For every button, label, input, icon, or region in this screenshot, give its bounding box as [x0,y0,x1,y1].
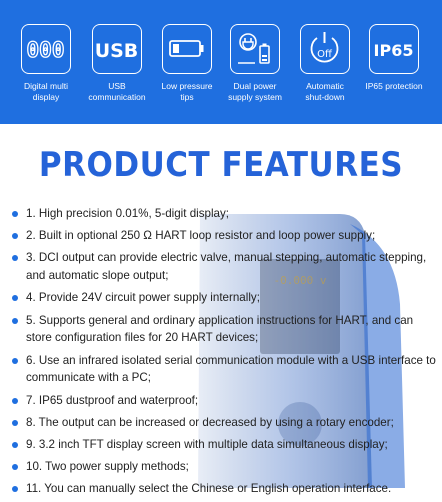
bullet-dot [12,486,18,492]
feature-item-2 [12,227,437,245]
ip65-icon-text: IP65 [373,41,414,60]
feature-usb [85,24,149,103]
dual-power-icon [230,24,280,74]
feature-dual-power [223,24,287,103]
feature-item-10 [12,458,437,476]
feature-text: 9. 3.2 inch TFT display screen with multiple data simultaneous display; [26,437,388,451]
feature-item-6 [12,352,437,388]
feature-list [12,205,437,502]
feature-item-4 [12,289,437,307]
dual-power-label: Dual power supply system [228,81,282,102]
feature-text: 2. Built in optional 250 Ω HART loop resistor and loop power supply; [26,229,376,243]
battery-icon [162,24,212,74]
usb-icon [92,24,142,74]
feature-text: 11. You can manually select the Chinese or English operation interface. [26,482,392,496]
bullet-dot [12,211,18,217]
ip65-label: IP65 protection [365,81,423,91]
feature-digital-display [14,24,78,103]
feature-item-1 [12,205,437,223]
feature-auto-shutdown [293,24,357,103]
feature-ip65 [362,24,426,92]
usb-icon-text: USB [94,40,139,62]
digital-display-label: Digital multi display [24,81,68,102]
digital-display-icon [21,24,71,74]
bullet-dot [12,358,18,364]
battery-label: Low pressure tips [161,81,213,102]
feature-item-11 [12,480,437,498]
bullet-dot [12,233,18,239]
feature-item-5 [12,312,437,348]
feature-item-7 [12,392,437,410]
bullet-dot [12,398,18,404]
power-off-icon [300,24,350,74]
bullet-dot [12,420,18,426]
bullet-dot [12,255,18,261]
feature-battery [155,24,219,103]
feature-item-9 [12,436,437,454]
bullet-dot [12,318,18,324]
feature-item-3 [12,249,437,285]
bullet-dot [12,442,18,448]
page-title: PRODUCT FEATURES [38,145,404,185]
bullet-dot [12,295,18,301]
digital-display-digits: 000 [26,38,65,62]
feature-text: 3. DCI output can provide electric valve, manual stepping, automatic stepping, and automatic slope output; [26,251,427,283]
feature-text: 6. Use an infrared isolated serial communication module with a USB interface to communicate with a PC; [26,353,436,385]
usb-label: USB communication [88,81,146,102]
feature-text: 4. Provide 24V circuit power supply internally; [26,291,260,305]
auto-shutdown-label: Automatic shut-down [305,81,345,102]
feature-text: 8. The output can be increased or decreased by using a rotary encoder; [26,415,394,429]
feature-text: 1. High precision 0.01%, 5-digit display; [26,207,229,220]
feature-text: 5. Supports general and ordinary application instructions for HART, and can store configuration files for 20 HART devices; [26,313,414,345]
device-screen-readout: -0.000 v [273,274,327,287]
power-off-text: Off [317,49,332,60]
feature-item-8 [12,414,437,432]
bullet-dot [12,464,18,470]
feature-icon-row [0,0,442,124]
feature-text: 7. IP65 dustproof and waterproof; [26,393,199,407]
feature-text: 10. Two power supply methods; [26,460,189,474]
ip65-icon [369,24,419,74]
